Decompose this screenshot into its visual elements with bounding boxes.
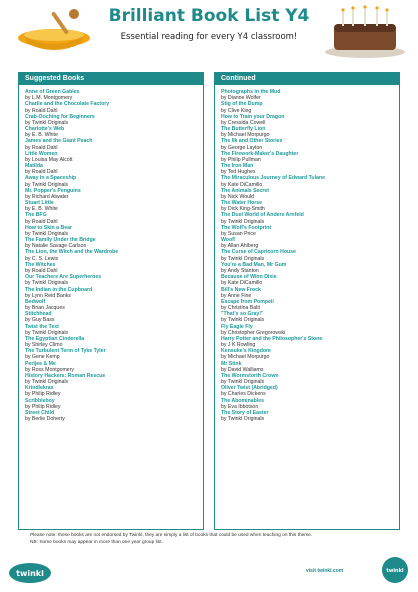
book-title: Perijee & Me bbox=[25, 360, 56, 367]
disclaimer-line: Please note: these books are not endorsed by Twinkl, they are simply a list of books that could be used when teaching on this theme. bbox=[30, 533, 313, 538]
book-author: by Twinkl Originals bbox=[25, 230, 69, 237]
book-author: by Anne Fine bbox=[221, 292, 252, 299]
logo-text: twinkl bbox=[16, 569, 44, 578]
book-item bbox=[25, 249, 197, 261]
book-author: by Philip Pullman bbox=[221, 156, 261, 163]
book-item bbox=[221, 114, 393, 126]
book-author: by Brian Jacques bbox=[25, 305, 65, 312]
book-item bbox=[221, 225, 393, 237]
book-item bbox=[25, 126, 197, 138]
book-title: The Egyptian Cinderella bbox=[25, 335, 85, 342]
book-author: by Louisa May Alcott bbox=[25, 156, 73, 163]
book-title: The Firework-Maker's Daughter bbox=[221, 150, 299, 157]
book-author: by Clive King bbox=[221, 107, 252, 114]
book-author: by Twinkl Originals bbox=[25, 119, 69, 126]
book-item bbox=[25, 151, 197, 163]
book-author: by David Walliams bbox=[221, 366, 264, 373]
disclaimer-line: NB: Some books may appear in more than one year group list. bbox=[30, 540, 163, 545]
book-item bbox=[25, 262, 197, 274]
book-author: by Kate DiCamillo bbox=[221, 181, 263, 188]
book-author: by Twinkl Originals bbox=[221, 255, 265, 262]
book-title: The Butterfly Lion bbox=[221, 126, 266, 133]
book-item bbox=[221, 324, 393, 336]
book-title: Harry Potter and the Philosopher's Stone bbox=[221, 335, 323, 342]
book-title: Stuart Little bbox=[25, 200, 54, 207]
book-item bbox=[221, 138, 393, 150]
book-title: Charlotte's Web bbox=[25, 126, 65, 133]
book-title: Woof! bbox=[221, 237, 236, 244]
book-author: by Christina Balit bbox=[221, 305, 260, 312]
book-author: by Roald Dahl bbox=[25, 144, 58, 151]
book-title: How to Train your Dragon bbox=[221, 113, 285, 120]
book-title: Twist the Text bbox=[25, 323, 59, 330]
book-author: by Michael Morpurgo bbox=[221, 354, 270, 361]
book-title: You're a Bad Man, Mr Gum bbox=[221, 261, 287, 268]
book-item bbox=[221, 311, 393, 323]
book-author: by Shirley Climo bbox=[25, 342, 63, 349]
book-item bbox=[25, 138, 197, 150]
book-item bbox=[221, 249, 393, 261]
book-item bbox=[221, 287, 393, 299]
book-author: by Philip Ridley bbox=[25, 391, 61, 398]
book-item bbox=[25, 163, 197, 175]
book-author: by Dick King-Smith bbox=[221, 206, 265, 213]
book-title: The Turbulent Term of Tyke Tyler bbox=[25, 348, 106, 355]
panel-heading: Continued bbox=[215, 73, 399, 85]
book-title: The Abominables bbox=[221, 397, 265, 404]
book-author: by Ted Hughes bbox=[221, 169, 256, 176]
book-item bbox=[221, 126, 393, 138]
book-item bbox=[25, 336, 197, 348]
book-item bbox=[221, 336, 393, 348]
book-title: Escape from Pompeii bbox=[221, 298, 274, 305]
book-item bbox=[25, 373, 197, 385]
book-title: Because of Winn Dixie bbox=[221, 274, 277, 281]
book-title: The BFG bbox=[25, 212, 47, 219]
book-author: by Allan Ahlberg bbox=[221, 243, 259, 250]
continued-books-panel bbox=[214, 72, 400, 530]
book-item bbox=[25, 311, 197, 323]
book-title: Photographs in the Mud bbox=[221, 89, 281, 95]
book-author: by E. B. White bbox=[25, 206, 58, 213]
book-title: The Story of Easter bbox=[221, 409, 269, 416]
book-list bbox=[19, 85, 203, 422]
book-item bbox=[25, 225, 197, 237]
book-author: by Eva Ibbotson bbox=[221, 403, 259, 410]
book-title: History Hackers: Roman Rescue bbox=[25, 372, 106, 379]
book-item bbox=[221, 398, 393, 410]
book-item bbox=[221, 175, 393, 187]
book-item bbox=[221, 89, 393, 101]
book-author: by Lynn Reid Banks bbox=[25, 292, 71, 299]
book-title: Crab-Ooching for Beginners bbox=[25, 113, 95, 120]
book-item bbox=[25, 237, 197, 249]
book-title: The Water Horse bbox=[221, 200, 263, 207]
book-author: by C. S. Lewis bbox=[25, 255, 59, 262]
book-author: by Gene Kemp bbox=[25, 354, 60, 361]
book-item bbox=[221, 212, 393, 224]
book-item bbox=[221, 200, 393, 212]
book-title: Street Child bbox=[25, 409, 55, 416]
book-item bbox=[221, 101, 393, 113]
book-author: by Roald Dahl bbox=[25, 218, 58, 225]
book-item bbox=[221, 299, 393, 311]
book-item bbox=[25, 287, 197, 299]
book-title: Matilda bbox=[25, 163, 43, 170]
book-item bbox=[25, 274, 197, 286]
book-title: How to Skin a Bear bbox=[25, 224, 72, 231]
book-author: by Dianne Wolfer bbox=[221, 95, 261, 102]
suggested-books-panel bbox=[18, 72, 204, 530]
book-author: by Kate DiCamillo bbox=[221, 280, 263, 287]
book-title: Bedwolf bbox=[25, 298, 46, 305]
book-title: The Wormstorth Crown bbox=[221, 372, 279, 379]
page-header bbox=[0, 0, 418, 62]
book-title: Scribbleboy bbox=[25, 397, 55, 404]
book-item bbox=[25, 361, 197, 373]
book-title: The Curse of Capricorn House bbox=[221, 249, 296, 256]
book-item bbox=[25, 348, 197, 360]
book-author: by Twinkl Originals bbox=[221, 317, 265, 324]
book-item bbox=[25, 200, 197, 212]
book-title: The Animals Secret bbox=[221, 187, 269, 194]
book-author: by L.M. Montgomery bbox=[25, 95, 73, 102]
panel-heading: Suggested Books bbox=[19, 73, 203, 85]
book-title: Our Teachers Are Superheroes bbox=[25, 274, 102, 281]
book-author: by Natalie Savage Carlson bbox=[25, 243, 87, 250]
book-title: "That's so Gray!" bbox=[221, 311, 264, 318]
site-link[interactable]: visit twinkl.com bbox=[306, 568, 344, 574]
book-title: Kensuke's Kingdom bbox=[221, 348, 271, 355]
book-title: Stig of the Dump bbox=[221, 101, 263, 108]
book-author: by Roald Dahl bbox=[25, 107, 58, 114]
page-footer bbox=[0, 548, 418, 592]
book-item bbox=[221, 237, 393, 249]
book-item bbox=[221, 262, 393, 274]
book-title: Away in a Spaceship bbox=[25, 175, 77, 182]
book-item bbox=[25, 410, 197, 422]
book-title: The Wolf's Footprint bbox=[221, 224, 272, 231]
book-author: by Berlie Doherty bbox=[25, 416, 65, 423]
book-item bbox=[25, 101, 197, 113]
book-title: Oliver Twist (Abridged) bbox=[221, 385, 278, 392]
book-author: by Christopher Gregorowski bbox=[221, 329, 286, 336]
book-title: Fly Eagle Fly bbox=[221, 323, 253, 330]
book-item bbox=[221, 361, 393, 373]
book-item bbox=[25, 114, 197, 126]
book-title: Mr Stink bbox=[221, 360, 242, 367]
book-item bbox=[25, 385, 197, 397]
cake-icon bbox=[322, 4, 408, 60]
book-item bbox=[25, 299, 197, 311]
book-item bbox=[221, 163, 393, 175]
book-author: by Twinkl Originals bbox=[25, 280, 69, 287]
book-title: The Indian in the Cupboard bbox=[25, 286, 93, 293]
book-title: Mr. Popper's Penguins bbox=[25, 187, 81, 194]
book-item bbox=[221, 410, 393, 422]
page-title: Brilliant Book List Y4 bbox=[108, 6, 310, 26]
book-item bbox=[221, 151, 393, 163]
book-author: by Roald Dahl bbox=[25, 268, 58, 275]
book-title: The Iron Man bbox=[221, 163, 254, 170]
book-item bbox=[25, 89, 197, 101]
book-item bbox=[221, 274, 393, 286]
book-author: by J K Rowling bbox=[221, 342, 256, 349]
badge-text: twinkl bbox=[386, 568, 404, 574]
book-item bbox=[25, 398, 197, 410]
book-author: by Twinkl Originals bbox=[221, 416, 265, 423]
book-item bbox=[25, 188, 197, 200]
book-title: Stitchhead bbox=[25, 311, 52, 318]
book-author: by Philip Ridley bbox=[25, 403, 61, 410]
book-author: by E. B. White bbox=[25, 132, 58, 139]
book-author: by Andy Stanton bbox=[221, 268, 259, 275]
book-author: by Twinkl Originals bbox=[221, 379, 265, 386]
book-item bbox=[221, 385, 393, 397]
book-author: by Richard Atwater bbox=[25, 193, 69, 200]
book-author: by Twinkl Originals bbox=[221, 218, 265, 225]
book-item bbox=[221, 188, 393, 200]
book-item bbox=[25, 324, 197, 336]
book-title: The Duel World of Anders Arnfeld bbox=[221, 212, 304, 219]
book-author: by Nick Would bbox=[221, 193, 255, 200]
book-author: by Charles Dickens bbox=[221, 391, 266, 398]
book-title: The Witches bbox=[25, 261, 56, 268]
book-list bbox=[215, 85, 399, 422]
book-author: by Roald Dahl bbox=[25, 169, 58, 176]
book-title: The Family Under the Bridge bbox=[25, 237, 96, 244]
book-title: Bill's New Frock bbox=[221, 286, 261, 293]
book-title: Krindlekrax bbox=[25, 385, 54, 392]
book-author: by Guy Bass bbox=[25, 317, 55, 324]
book-title: James and the Giant Peach bbox=[25, 138, 93, 145]
book-author: by Cressida Cowell bbox=[221, 119, 266, 126]
book-author: by George Layton bbox=[221, 144, 263, 151]
book-title: Little Women bbox=[25, 150, 58, 157]
book-title: The Lion, the Witch and the Wardrobe bbox=[25, 249, 119, 256]
book-item bbox=[25, 212, 197, 224]
book-author: by Susan Price bbox=[221, 230, 256, 237]
twinkl-logo-icon bbox=[8, 562, 52, 584]
twinkl-badge-icon bbox=[380, 556, 410, 584]
book-author: by Twinkl Originals bbox=[25, 379, 69, 386]
book-title: Charlie and the Chocolate Factory bbox=[25, 101, 110, 108]
book-item bbox=[221, 348, 393, 360]
book-title: Anne of Green Gables bbox=[25, 89, 80, 95]
book-item bbox=[25, 175, 197, 187]
book-title: The Miraculous Journey of Edward Tulane bbox=[221, 175, 325, 182]
book-title: The Ilk and Other Stories bbox=[221, 138, 283, 145]
disclaimer-note bbox=[30, 532, 400, 546]
page-subtitle: Essential reading for every Y4 classroom! bbox=[120, 32, 298, 42]
book-author: by Twinkl Originals bbox=[25, 181, 69, 188]
book-author: by Twinkl Originals bbox=[25, 329, 69, 336]
book-author: by Ross Montgomery bbox=[25, 366, 75, 373]
book-author: by Michael Morpurgo bbox=[221, 132, 270, 139]
book-item bbox=[221, 373, 393, 385]
